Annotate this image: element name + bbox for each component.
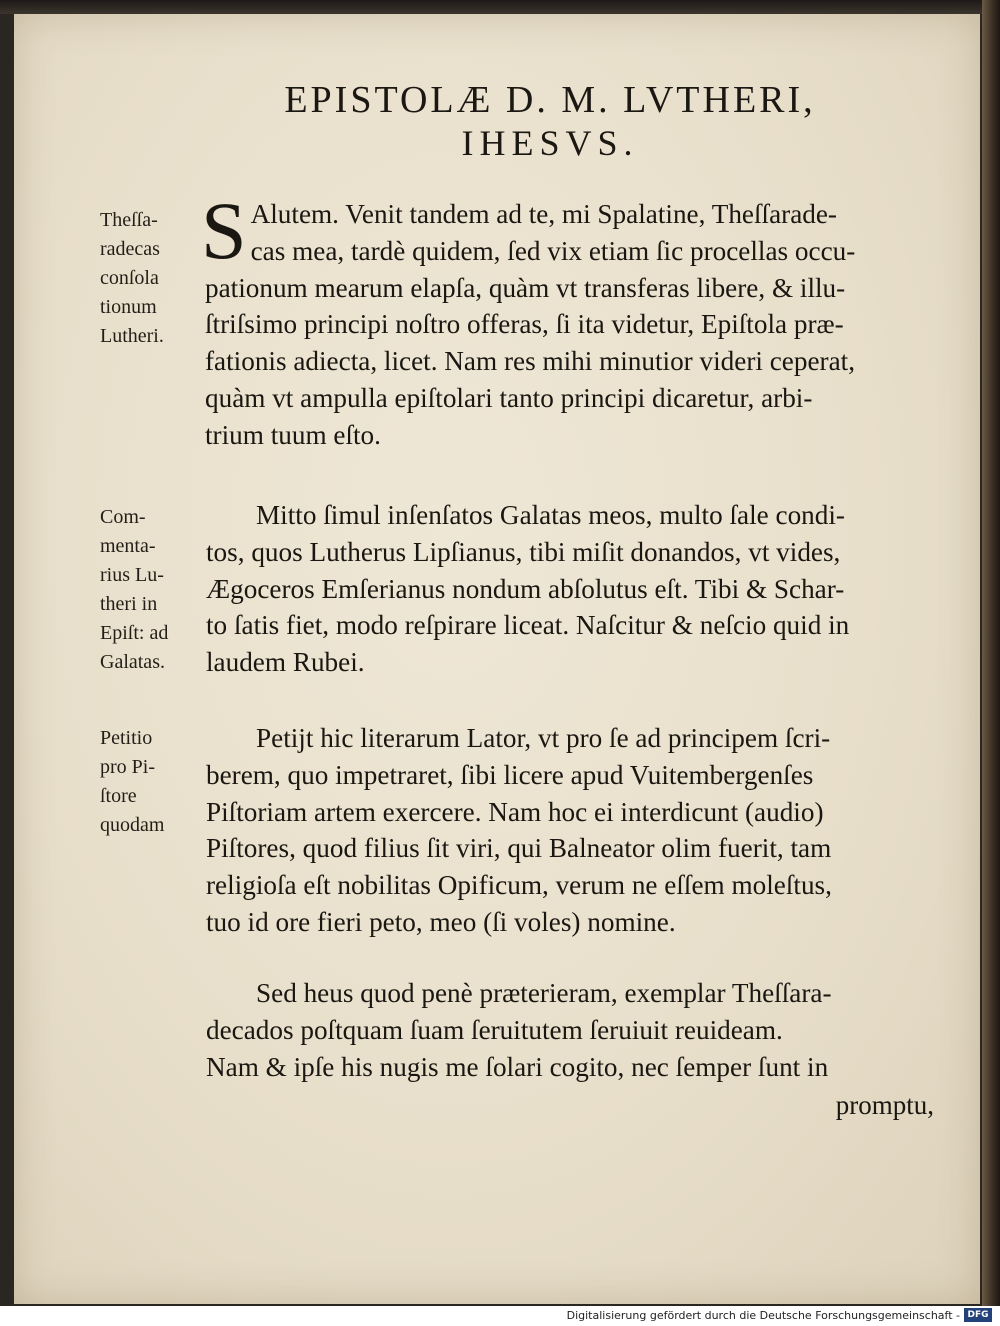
running-head: EPISTOLÆ D. M. LVTHERI, (284, 79, 816, 121)
dfg-logo-icon: DFG (964, 1308, 992, 1322)
text-line: Piſtores, quod filius ſit viri, qui Balneator olim fuerit, tam (206, 833, 832, 864)
text-line: Nam & ipſe his nugis me ſolari cogito, nec ſemper ſunt in (206, 1051, 829, 1082)
text-line: to ſatis fiet, modo reſpirare liceat. Naſcitur & neſcio quid in (206, 610, 850, 641)
text-line: Mitto ſimul inſenſatos Galatas meos, multo ſale condi- (256, 500, 845, 530)
scan-edge-right (982, 0, 1000, 1306)
digitization-credit: Digitalisierung gefördert durch die Deutsche Forschungsgemeinschaft - (566, 1309, 960, 1322)
text-line: religioſa eſt nobilitas Opificum, verum ne eſſem moleſtus, (206, 870, 832, 901)
text-line: Piſtoriam artem exercere. Nam hoc ei interdicunt (audio) (206, 796, 824, 827)
paragraph-2 (206, 497, 918, 681)
text-line: tuo id ore fieri peto, meo (ſi voles) nomine. (206, 906, 676, 937)
paragraph-4 (206, 975, 918, 1085)
paragraph-1 (201, 185, 917, 454)
text-line: Alutem. Venit tandem ad te, mi Spalatine, Theſſarade- (250, 199, 837, 229)
text-line: quàm vt ampulla epiſtolari tanto principi dicaretur, arbi- (205, 382, 813, 413)
text-line: trium tuum eſto. (205, 419, 381, 450)
marginal-note-thessaradecas: Theſſa- radecas conſola tionum Lutheri. (100, 209, 164, 347)
drop-cap: S (201, 185, 247, 276)
text-line: Ægoceros Emſerianus nondum abſolutus eſt. Tibi & Schar- (206, 573, 845, 604)
paragraph-3 (206, 720, 918, 941)
text-line: tos, quos Lutherus Lipſianus, tibi miſit donandos, vt vides, (206, 536, 841, 567)
page-heading: IHESVS. (461, 123, 639, 163)
text-line: ſtriſsimo principi noſtro offeras, ſi ita videtur, Epiſtola præ- (205, 309, 844, 340)
text-line: Sed heus quod penè præterieram, exemplar Theſſara- (256, 978, 832, 1008)
marginal-note-commentarius: Com- menta- rius Lu- theri in Epiſt: ad Galatas. (100, 506, 169, 673)
text-line: Petijt hic literarum Lator, vt pro ſe ad principem ſcri- (256, 723, 831, 753)
marginal-note-petitio: Petitio pro Pi- ſtore quodam (100, 727, 165, 836)
text-line: pationum mearum elapſa, quàm vt transferas libere, & illu- (205, 272, 846, 303)
text-line: berem, quo impetraret, ſibi licere apud Vuitembergenſes (206, 759, 814, 790)
text-line: fationis adiecta, licet. Nam res mihi minutior videri ceperat, (205, 346, 856, 377)
text-line: laudem Rubei. (206, 647, 365, 678)
catchword: promptu, (835, 1090, 934, 1120)
scan-edge-top (0, 0, 1000, 14)
text-line: decados poſtquam ſuam ſeruitutem ſeruiuit reuideam. (206, 1014, 783, 1045)
text-line: cas mea, tardè quidem, ſed vix etiam ſic procellas occu- (250, 235, 856, 266)
